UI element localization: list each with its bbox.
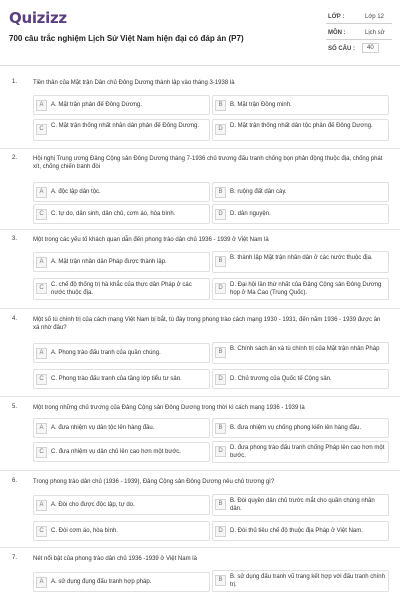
meta-subject bbox=[326, 26, 392, 40]
option-7a[interactable] bbox=[33, 572, 210, 592]
question-number: 3. bbox=[12, 236, 18, 242]
meta-count-label: SỐ CÂU : bbox=[328, 46, 355, 52]
divider bbox=[0, 308, 400, 309]
option-6c[interactable] bbox=[33, 521, 210, 541]
divider bbox=[0, 396, 400, 397]
option-2b[interactable] bbox=[212, 182, 389, 202]
option-text: D. Đại hội lần thứ nhất của Đảng Cộng sản Đông Dương họp ở Ma Cao (Trung Quốc). bbox=[230, 282, 382, 296]
divider bbox=[0, 547, 400, 548]
option-letter: D bbox=[215, 526, 226, 537]
divider bbox=[0, 148, 400, 149]
meta-class-value: Lớp 12 bbox=[365, 14, 384, 20]
option-letter: B bbox=[215, 499, 226, 510]
option-letter: C bbox=[36, 374, 47, 385]
option-2d[interactable] bbox=[212, 204, 389, 224]
meta-count bbox=[326, 42, 392, 56]
option-5b[interactable] bbox=[212, 418, 389, 438]
option-2a[interactable] bbox=[33, 182, 210, 202]
option-text: B. thành lập Mặt trận nhân dân ở các nước thuộc địa. bbox=[230, 255, 373, 261]
option-text: B. Mặt trận Đồng minh. bbox=[230, 102, 292, 108]
option-1d[interactable] bbox=[212, 119, 389, 141]
option-letter: B bbox=[215, 100, 226, 111]
option-letter: B bbox=[215, 423, 226, 434]
option-3a[interactable] bbox=[33, 252, 210, 272]
option-letter: D bbox=[215, 283, 226, 294]
question-text: Trong phong trào dân chủ (1936 - 1939), Đảng Cộng sản Đông Dương nêu chủ trương gì? bbox=[33, 479, 275, 485]
option-text: D. dân nguyện. bbox=[230, 211, 271, 217]
option-text: B. Đòi quyền dân chủ trước mắt cho quần chúng nhân dân. bbox=[230, 498, 375, 512]
option-3c[interactable] bbox=[33, 278, 210, 300]
option-text: C. Mặt trận thống nhất nhân dân phản đế Đông Dương. bbox=[51, 123, 200, 129]
question-number: 6. bbox=[12, 478, 18, 484]
meta-subject-label: MÔN : bbox=[328, 30, 346, 36]
question-number: 7. bbox=[12, 555, 18, 561]
question-number: 1. bbox=[12, 79, 18, 85]
option-1a[interactable] bbox=[33, 95, 210, 115]
option-4d[interactable] bbox=[212, 369, 389, 389]
option-1b[interactable] bbox=[212, 95, 389, 115]
question-number: 4. bbox=[12, 316, 18, 322]
meta-count-value: 40 bbox=[362, 43, 379, 53]
option-letter: B bbox=[215, 256, 226, 267]
option-text: B. sử dụng đấu tranh vũ trang kết hợp với đấu tranh chính trị. bbox=[230, 574, 385, 588]
option-letter: C bbox=[36, 124, 47, 135]
option-letter: A bbox=[36, 348, 47, 359]
option-4b[interactable] bbox=[212, 342, 389, 364]
option-letter: A bbox=[36, 187, 47, 198]
option-text: A. Mặt trận phản đế Đông Dương. bbox=[51, 102, 143, 108]
question-text: Một trong những chủ trương của Đảng Cộng sản Đông Dương trong thời kì cách mạng 1936 - 1939 là bbox=[33, 405, 305, 411]
option-letter: D bbox=[215, 209, 226, 220]
option-7b[interactable] bbox=[212, 570, 389, 592]
option-text: A. Đòi cho được độc lập, tự do. bbox=[51, 502, 135, 508]
option-letter: D bbox=[215, 446, 226, 457]
option-3b[interactable] bbox=[212, 251, 389, 273]
option-letter: A bbox=[36, 423, 47, 434]
option-3d[interactable] bbox=[212, 278, 389, 300]
question-text: Nét nổi bật của phong trào dân chủ 1936 -1939 ở Việt Nam là bbox=[33, 556, 197, 562]
option-text: C. tự do, dân sinh, dân chủ, cơm áo, hòa bình. bbox=[51, 211, 176, 217]
question-text: Tiền thân của Mặt trận Dân chủ Đông Dương thành lập vào tháng 3-1938 là bbox=[33, 80, 235, 86]
question-text: Hội nghị Trung ương Đảng Cộng sản Đông Dương tháng 7-1936 chủ trương đấu tranh chống bọn phản động thuộc địa, chống phát xít, chống chiến tranh đòi bbox=[33, 156, 383, 170]
option-letter: B bbox=[215, 575, 226, 586]
question-text: Một số tù chính trị của cách mạng Việt Nam bị bắt, tù đày trong phong trào cách mạng 1930 - 1931, đến năm 1936 - 1939 được ân xá nhờ đâu? bbox=[33, 317, 381, 331]
option-letter: A bbox=[36, 577, 47, 588]
option-letter: B bbox=[215, 187, 226, 198]
divider bbox=[0, 229, 400, 230]
option-5c[interactable] bbox=[33, 442, 210, 462]
meta-class bbox=[326, 10, 392, 24]
option-text: C. Đòi cơm áo, hòa bình. bbox=[51, 528, 118, 534]
quizizz-logo: Quizizz bbox=[9, 9, 67, 27]
option-4c[interactable] bbox=[33, 369, 210, 389]
option-text: C. đưa nhiệm vụ dân chủ lên cao hơn một bước. bbox=[51, 449, 181, 455]
page-title: 700 câu trắc nghiệm Lịch Sử Việt Nam hiện đại có đáp án (P7) bbox=[9, 34, 244, 43]
option-1c[interactable] bbox=[33, 119, 210, 141]
option-letter: C bbox=[36, 447, 47, 458]
option-letter: B bbox=[215, 347, 226, 358]
option-6b[interactable] bbox=[212, 494, 389, 516]
question-number: 5. bbox=[12, 404, 18, 410]
option-6a[interactable] bbox=[33, 495, 210, 515]
option-text: B. đưa nhiệm vụ chống phong kiến lên hàng đầu. bbox=[230, 425, 362, 431]
option-text: A. đưa nhiệm vụ dân tộc lên hàng đầu. bbox=[51, 425, 155, 431]
option-text: B. ruộng đất dân cày. bbox=[230, 189, 287, 195]
option-5a[interactable] bbox=[33, 418, 210, 438]
option-letter: C bbox=[36, 209, 47, 220]
option-5d[interactable] bbox=[212, 441, 389, 463]
question-text: Một trong các yếu tố khách quan dẫn đến phong trào dân chủ 1936 - 1939 ở Việt Nam là bbox=[33, 237, 269, 243]
option-letter: A bbox=[36, 257, 47, 268]
option-letter: C bbox=[36, 526, 47, 537]
worksheet-header bbox=[0, 0, 400, 66]
option-letter: A bbox=[36, 500, 47, 511]
question-number: 2. bbox=[12, 155, 18, 161]
option-letter: D bbox=[215, 124, 226, 135]
meta-class-label: LỚP : bbox=[328, 14, 345, 20]
option-text: A. độc lập dân tộc. bbox=[51, 189, 101, 195]
divider bbox=[0, 470, 400, 471]
option-text: C. chế độ thống trị hà khắc của thực dân Pháp ở các nước thuộc địa. bbox=[51, 282, 192, 296]
option-text: B. Chính sách ân xá tù chính trị của Mặt trận nhân Pháp bbox=[230, 346, 380, 352]
option-letter: D bbox=[215, 374, 226, 385]
option-text: D. Chủ trương của Quốc tế Cộng sản. bbox=[230, 376, 332, 382]
option-text: C. Phong trào đấu tranh của tầng lớp tiểu tư sản. bbox=[51, 376, 182, 382]
option-text: A. Phong trào đấu tranh của quần chúng. bbox=[51, 350, 161, 356]
option-text: D. Mặt trận thống nhất dân tộc phản đế Đông Dương. bbox=[230, 123, 373, 129]
option-4a[interactable] bbox=[33, 343, 210, 363]
option-letter: A bbox=[36, 100, 47, 111]
option-6d[interactable] bbox=[212, 521, 389, 541]
option-letter: C bbox=[36, 283, 47, 294]
meta-subject-value: Lịch sử bbox=[365, 30, 385, 36]
option-2c[interactable] bbox=[33, 204, 210, 224]
option-text: A. Mặt trận nhân dân Pháp được thành lập. bbox=[51, 259, 167, 265]
option-text: A. sử dụng đụng đấu tranh hợp pháp. bbox=[51, 579, 152, 585]
option-text: D. đưa phong trào đấu tranh chống Pháp lên cao hơn một bước. bbox=[230, 445, 385, 459]
option-text: D. Đòi thủ tiêu chế độ thuộc địa Pháp ở Việt Nam. bbox=[230, 528, 363, 534]
